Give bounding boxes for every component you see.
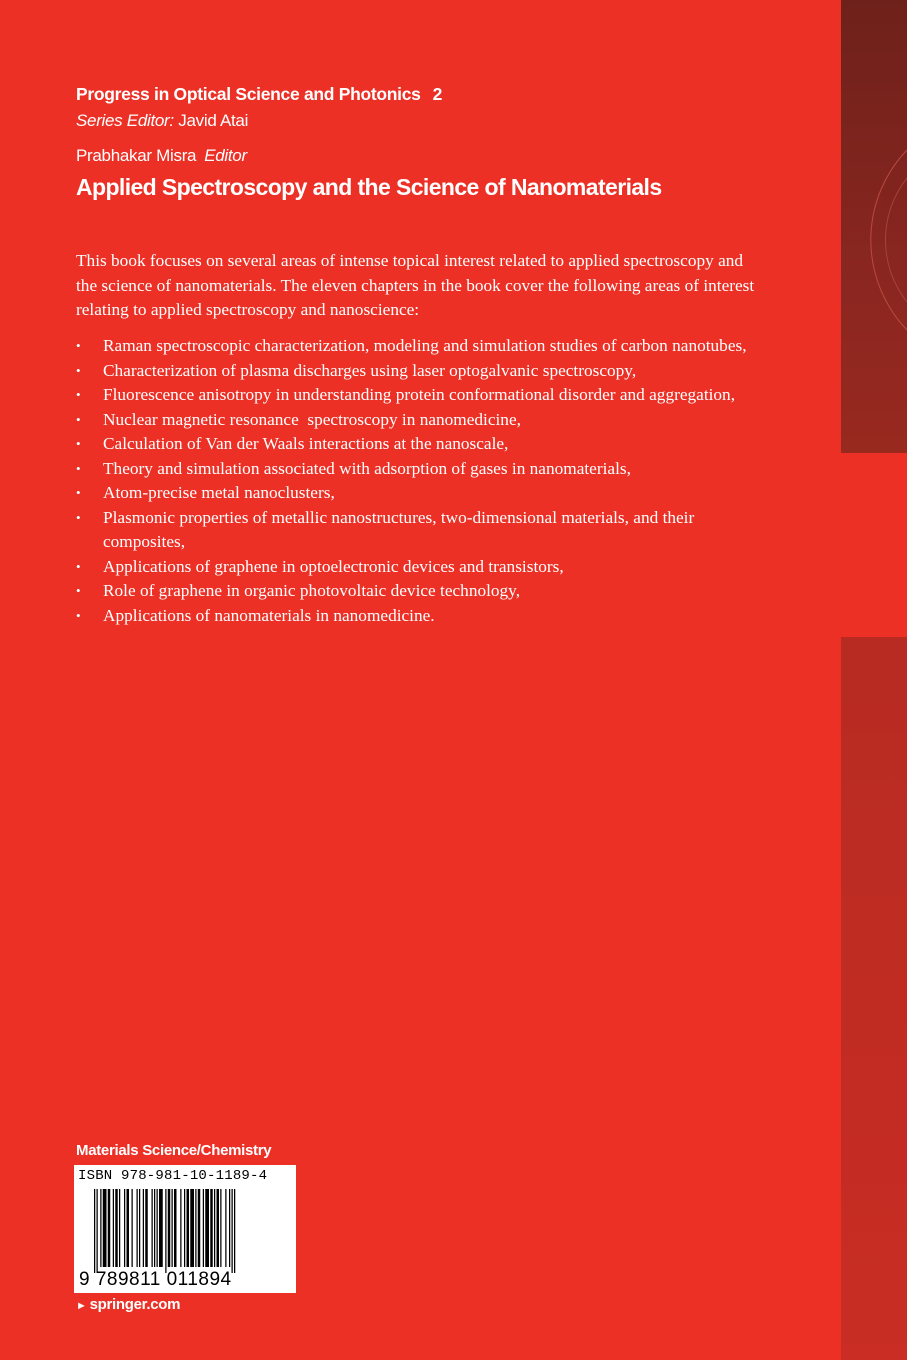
topic-text: Theory and simulation associated with adsorption of gases in nanomaterials, [103,458,631,478]
barcode-bar [217,1189,220,1267]
bullet-icon: • [76,558,81,574]
arrow-right-icon: ► [76,1300,87,1312]
barcode-bar [127,1189,130,1267]
barcode-bar [225,1189,226,1267]
list-item [76,555,756,580]
book-author: Prabhakar Misra [76,146,197,165]
topic-text: Plasmonic properties of metallic nanostructures, two-dimensional materials, and their composites, [103,507,695,551]
bullet-icon: • [76,411,81,427]
barcode-bar [124,1189,125,1267]
list-item [76,334,756,359]
barcode-bar [152,1189,153,1267]
isbn-barcode [74,1165,296,1293]
isbn-label: ISBN 978-981-10-1189-4 [78,1168,268,1184]
barcode-bar [187,1189,190,1267]
barcode-bar [143,1189,144,1267]
series-editor-name: Javid Atai [178,111,249,130]
barcode-bar [229,1189,230,1267]
barcode-bar [205,1189,209,1267]
list-item [76,506,756,555]
barcode-bar [220,1189,221,1267]
decorative-band-bottom [841,637,907,1360]
topic-text: Fluorescence anisotropy in understanding protein conformational disorder and aggregation, [103,385,736,404]
barcode-bar [198,1189,201,1267]
series-editor-line [76,111,248,131]
publisher-website[interactable] [76,1296,180,1313]
barcode-bar [190,1189,194,1267]
bullet-icon: • [76,460,81,476]
topic-list [76,334,756,628]
bullet-icon: • [76,362,81,378]
barcode-bar [145,1189,148,1267]
barcode-bar [195,1189,196,1267]
isbn-digits: 9 789811 011894 [79,1269,232,1290]
barcode-bar [232,1189,233,1273]
book-title: Applied Spectroscopy and the Science of Nanomaterials [76,174,662,200]
bullet-icon: • [76,485,81,500]
barcode-bar [165,1189,166,1273]
barcode-bar [172,1189,173,1267]
topic-text: Calculation of Van der Waals interactions at the nanoscale, [103,434,509,453]
barcode-bar [214,1189,215,1267]
barcode-bar [137,1189,138,1267]
barcode-bar [203,1189,204,1267]
barcode-bar [113,1189,114,1267]
series-line [76,84,442,105]
decorative-arcs [841,0,907,453]
topic-text: Atom-precise metal nanoclusters, [103,483,335,502]
list-item [76,359,756,384]
barcode-bar [159,1189,163,1267]
topic-text: Raman spectroscopic characterization, modeling and simulation studies of carbon nanotubes, [103,336,747,355]
bullet-icon: • [76,509,81,525]
topic-text: Role of graphene in organic photovoltaic device technology, [103,581,521,600]
bullet-icon: • [76,607,81,623]
list-item [76,579,756,604]
barcode-bar [115,1189,118,1267]
series-number: 2 [432,84,443,104]
list-item [76,457,756,482]
bullet-icon: • [76,338,81,353]
book-author-role: Editor [204,146,247,165]
topic-text: Applications of graphene in optoelectronic devices and transistors, [103,556,564,576]
barcode-bar [234,1189,235,1273]
list-item [76,432,756,457]
book-editor-line [76,146,247,166]
barcode-bar [103,1189,107,1267]
barcode-bar [132,1189,133,1267]
list-item [76,604,756,629]
bullet-icon: • [76,387,81,402]
barcode-bar [119,1189,120,1267]
barcode-bar [94,1189,95,1273]
list-item [76,383,756,408]
website-url: springer.com [89,1296,181,1313]
topic-text: Nuclear magnetic resonance spectroscopy in nanomedicine, [103,409,521,429]
decorative-band-top [841,0,907,453]
topic-text: Characterization of plasma discharges using laser optogalvanic spectroscopy, [103,360,637,380]
list-item [76,408,756,433]
bullet-icon: • [76,436,81,451]
bullet-icon: • [76,583,81,598]
barcode-bar [180,1189,181,1267]
barcode-bar [210,1189,213,1267]
list-item [76,481,756,506]
barcode-bar [108,1189,111,1267]
series-name: Progress in Optical Science and Photonics [76,84,421,104]
barcode-bar [168,1189,171,1267]
series-editor-label: Series Editor: [76,111,174,130]
barcode-bar [100,1189,101,1267]
barcode-bar [139,1189,140,1267]
barcode-bar [97,1189,98,1273]
topic-text: Applications of nanomaterials in nanomedicine. [103,605,435,625]
barcode-bar [157,1189,158,1267]
barcode-bar [154,1189,155,1267]
subject-category: Materials Science/Chemistry [76,1142,272,1159]
barcode-bar [174,1189,177,1267]
intro-paragraph: This book focuses on several areas of intense topical interest related to applied spectroscopy and the science of nanomaterials. The eleven chapters in the book cover the following areas of interest relating to applied spectroscopy and nanoscience: [76,251,755,319]
barcode-bar [184,1189,185,1267]
